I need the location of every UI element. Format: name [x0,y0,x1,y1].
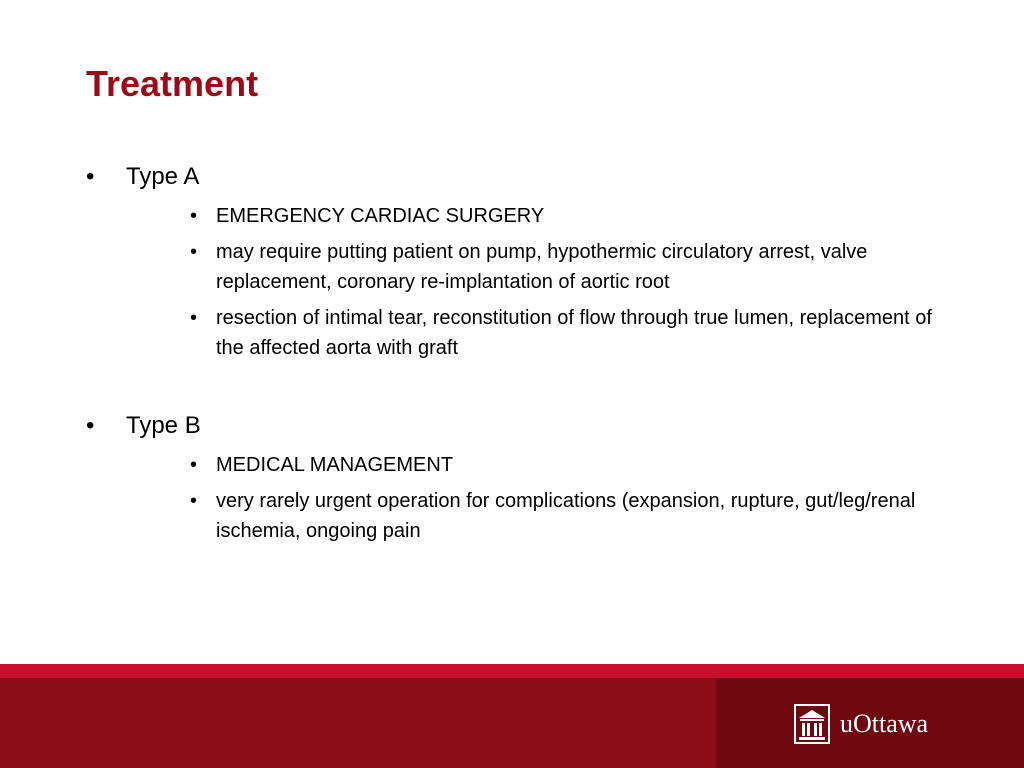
bullet: • [190,490,198,512]
section-label: Type B [126,412,201,439]
bullet: • [190,205,198,227]
bullet: • [86,412,95,439]
bullet: • [190,307,198,329]
bullet: • [86,163,95,190]
list-item [190,237,950,297]
uottawa-logo [794,704,928,744]
list-item [190,303,950,363]
footer-stripe [0,664,1024,678]
list-item-text: very rarely urgent operation for complications (expansion, rupture, gut/leg/renal ischemia, ongoing pain [216,490,916,542]
slide-title: Treatment [86,63,259,104]
list-item-text: may require putting patient on pump, hypothermic circulatory arrest, valve replacement, coronary re-implantation of aortic root [216,241,868,293]
section-label: Type A [126,163,200,190]
list-item [190,201,950,231]
list-item-text: EMERGENCY CARDIAC SURGERY [216,205,545,227]
list-item [190,450,950,480]
university-building-icon [794,704,830,744]
brand-name: uOttawa [840,709,929,738]
list-item-text: resection of intimal tear, reconstitution of flow through true lumen, replacement of the affected aorta with graft [216,307,932,359]
bullet: • [190,454,198,476]
list-item [190,486,950,546]
bullet: • [190,241,198,263]
footer-main-panel [0,678,716,768]
list-item-text: MEDICAL MANAGEMENT [216,454,454,476]
